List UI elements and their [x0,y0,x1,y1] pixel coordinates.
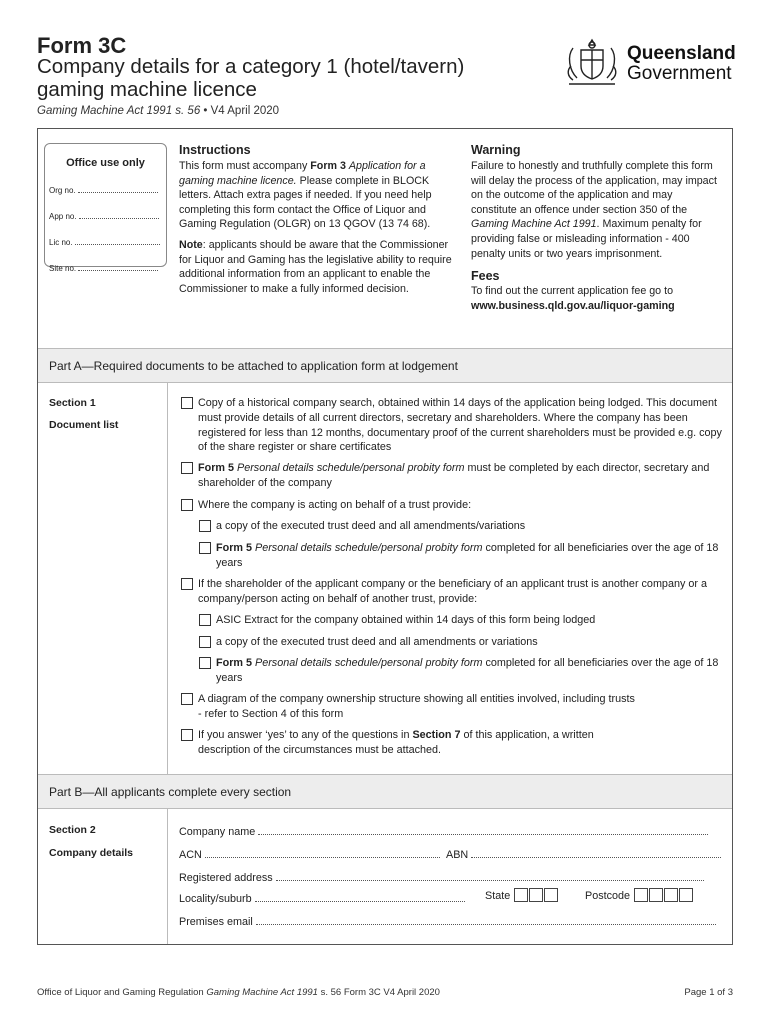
org-no-field[interactable]: Org no. [49,182,166,195]
section-1-label: Section 1 [49,397,96,409]
checkbox[interactable] [181,693,193,705]
warning-text: Failure to honestly and truthfully complete this form will delay the process of the application, may impact on the outcome of the application and may constitute an offence under section 350 of the Gaming Machine Act 1991. Maximum penalty for providing false or misleading information - 400 penalty units or two years imprisonment. [471,160,717,260]
warning-block [471,143,721,313]
abn-field[interactable]: ABN [446,847,721,861]
instructions-text: This form must accompany Form 3 Application for a gaming machine licence. Please complete in BLOCK letters. Attach extra pages if needed. If you need help completing this form contact the Office of Liquor and Gaming Regulation (OLGR) on 13 QGOV (13 74 68). [179,160,432,231]
checkbox-item-form5-beneficiaries: Form 5 Personal details schedule/personal probity form completed for all beneficiaries over the age of 18 years [216,541,726,571]
checkbox-item-form5-directors: Form 5 Personal details schedule/personal probity form must be completed by each director, secretary and shareholder of the company [198,461,726,491]
checkbox[interactable] [199,520,211,532]
checkbox[interactable] [199,614,211,626]
lic-no-field[interactable]: Lic no. [49,234,166,247]
fees-heading: Fees [471,269,500,284]
checkbox-item-section7: If you answer ‘yes’ to any of the questions in Section 7 of this application, a written description of the circumstances must be attached. [198,728,638,758]
locality-field[interactable]: Locality/suburb [179,891,465,905]
part-a-divider [167,383,168,774]
version: • V4 April 2020 [200,105,280,117]
checkbox[interactable] [199,657,211,669]
logo-wordmark [627,44,736,84]
section-2-label: Section 2 [49,824,96,836]
state-field[interactable]: State [485,888,558,902]
company-name-field[interactable]: Company name [179,824,708,838]
checkbox-item-asic-extract: ASIC Extract for the company obtained within 14 days of this form being lodged [216,613,726,628]
checkbox-item-trust-deed: a copy of the executed trust deed and all amendments/variations [216,519,726,534]
warning-heading: Warning [471,143,521,157]
premises-email-field[interactable]: Premises email [179,914,716,928]
checkbox[interactable] [181,729,193,741]
checkbox-item-trust: Where the company is acting on behalf of a trust provide: [198,498,726,513]
checkbox[interactable] [181,462,193,474]
checkbox[interactable] [181,578,193,590]
acn-field[interactable]: ACN [179,847,440,861]
instructions-block [179,143,454,296]
coat-of-arms-icon [563,36,621,90]
checkbox-item-form5-beneficiaries-2: Form 5 Personal details schedule/personal probity form completed for all beneficiaries over the age of 18 years [216,656,726,686]
form-subtitle [37,105,279,117]
form-number: Form 3C [37,33,127,58]
logo-line-2: Government [627,63,732,84]
instructions-heading: Instructions [179,143,251,157]
office-use-panel [44,143,167,273]
part-b-divider [167,809,168,944]
logo-line-1: Queensland [627,43,736,64]
act-reference: Gaming Machine Act 1991 s. 56 [37,105,201,117]
footer-text: Office of Liquor and Gaming Regulation Gaming Machine Act 1991 s. 56 Form 3C V4 April 2020 [37,987,440,998]
checkbox[interactable] [199,542,211,554]
postcode-field[interactable]: Postcode [585,888,693,902]
fees-link[interactable]: www.business.qld.gov.au/liquor-gaming [471,299,675,312]
app-no-field[interactable]: App no. [49,208,166,221]
checkbox-item-other-shareholder: If the shareholder of the applicant company or the beneficiary of an applicant trust is another company or a company/person acting on behalf of another trust, provide: [198,577,726,607]
checkbox-item-company-search: Copy of a historical company search, obtained within 14 days of the application being lodged. This document must provide details of all current directors, secretary and shareholders. Where the company has been registered for less than 12 months, documentary proof of the current shareholders must be provided e.g. copy of the share register or share certificates [198,396,726,455]
checkbox-item-trust-deed-2: a copy of the executed trust deed and all amendments or variations [216,635,726,650]
checkbox[interactable] [181,499,193,511]
part-a-heading: Part A—Required documents to be attached to application form at lodgement [38,348,732,383]
fees-text: To find out the current application fee go to [471,285,674,298]
checkbox-item-ownership-diagram: A diagram of the company ownership structure showing all entities involved, including trusts - refer to Section 4 of this form [198,692,638,722]
instructions-note: Note: applicants should be aware that the Commissioner for Liquor and Gaming has the legislative ability to require additional information from an applicant to enable the Commissioner to make a fully informed decision. [179,238,452,295]
checkbox[interactable] [181,397,193,409]
checkbox[interactable] [199,636,211,648]
form-title: Company details for a category 1 (hotel/tavern) gaming machine licence [37,55,465,101]
section-2-name: Company details [49,847,134,859]
office-use-title: Office use only [66,157,145,169]
qld-government-logo [563,36,738,90]
section-1-name: Document list [49,419,119,431]
site-no-field[interactable]: Site no. [49,260,166,273]
registered-address-field[interactable]: Registered address [179,870,704,884]
part-b-heading: Part B—All applicants complete every section [38,774,732,809]
page-number: Page 1 of 3 [684,987,733,998]
